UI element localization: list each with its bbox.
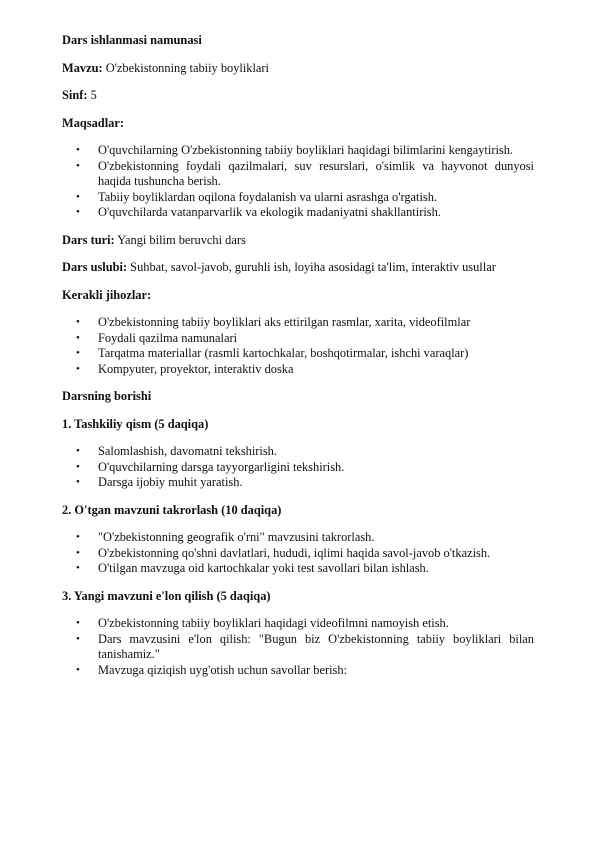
list-item: • Kompyuter, proyektor, interaktiv doska <box>62 362 534 378</box>
list-item: • Tabiiy boyliklardan oqilona foydalanish va ularni asrashga o'rgatish. <box>62 190 534 206</box>
maqsadlar-list <box>62 143 534 221</box>
list-item: • Mavzuga qiziqish uyg'otish uchun savollar berish: <box>62 663 534 679</box>
list-item: • Darsga ijobiy muhit yaratish. <box>62 475 534 491</box>
mavzu-line <box>62 61 534 77</box>
dars-uslubi-line <box>62 260 534 276</box>
dars-uslubi-value: Suhbat, savol-javob, guruhli ish, loyiha asosidagi ta'lim, interaktiv usullar <box>127 260 496 274</box>
section2-heading: 2. O'tgan mavzuni takrorlash (10 daqiqa) <box>62 502 282 517</box>
document-title: Dars ishlanmasi namunasi <box>62 33 202 47</box>
section3-list <box>62 616 534 678</box>
section1-list <box>62 444 534 491</box>
dars-uslubi-label: Dars uslubi: <box>62 260 128 274</box>
jihozlar-list <box>62 315 534 377</box>
list-item: • O'zbekistonning qo'shni davlatlari, hududi, iqlimi haqida savol-javob o'tkazish. <box>62 546 534 562</box>
sinf-label: Sinf: <box>62 88 88 102</box>
mavzu-value: O'zbekistonning tabiiy boyliklari <box>102 60 269 75</box>
dars-turi-label: Dars turi: <box>62 232 115 247</box>
sinf-value: 5 <box>87 88 97 102</box>
document-page <box>62 33 534 690</box>
list-item: • "O'zbekistonning geografik o'rni" mavzusini takrorlash. <box>62 530 534 546</box>
list-item: • O'zbekistonning foydali qazilmalari, suv resurslari, o'simlik va hayvonot dunyosi haqida tushuncha berish. <box>62 159 534 190</box>
section2-list <box>62 530 534 577</box>
list-item: • Salomlashish, davomatni tekshirish. <box>62 444 534 460</box>
list-item: • O'quvchilarda vatanparvarlik va ekologik madaniyatni shakllantirish. <box>62 205 534 221</box>
mavzu-label: Mavzu: <box>62 60 103 75</box>
borishi-heading: Darsning borishi <box>62 389 152 403</box>
sinf-line <box>62 88 534 104</box>
section3-heading: 3. Yangi mavzuni e'lon qilish (5 daqiqa) <box>62 588 271 603</box>
list-item: • O'tilgan mavzuga oid kartochkalar yoki test savollari bilan ishlash. <box>62 561 534 577</box>
section1-heading: 1. Tashkiliy qism (5 daqiqa) <box>62 416 209 431</box>
list-item: • Foydali qazilma namunalari <box>62 331 534 347</box>
list-item: • O'quvchilarning darsga tayyorgarligini tekshirish. <box>62 460 534 476</box>
list-item: • Tarqatma materiallar (rasmli kartochkalar, boshqotirmalar, ishchi varaqlar) <box>62 346 534 362</box>
jihozlar-heading: Kerakli jihozlar: <box>62 287 152 302</box>
list-item: • Dars mavzusini e'lon qilish: "Bugun biz O'zbekistonning tabiiy boyliklari bilan tanishamiz." <box>62 632 534 663</box>
dars-turi-value: Yangi bilim beruvchi dars <box>114 232 246 247</box>
list-item: • O'quvchilarning O'zbekistonning tabiiy boyliklari haqidagi bilimlarini kengaytirish. <box>62 143 534 159</box>
list-item: • O'zbekistonning tabiiy boyliklari aks ettirilgan rasmlar, xarita, videofilmlar <box>62 315 534 331</box>
list-item: • O'zbekistonning tabiiy boyliklari haqidagi videofilmni namoyish etish. <box>62 616 534 632</box>
maqsadlar-heading: Maqsadlar: <box>62 115 124 130</box>
dars-turi-line <box>62 233 534 249</box>
